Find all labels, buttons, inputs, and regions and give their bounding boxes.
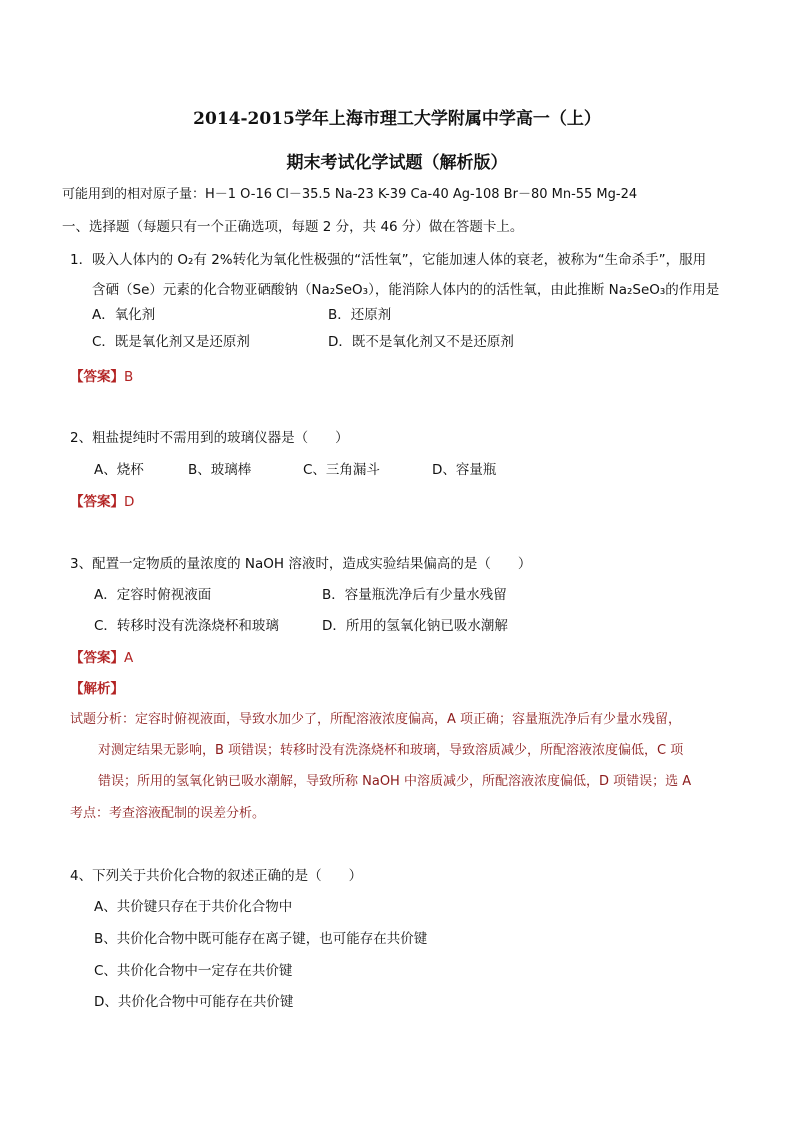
- answer-value: D: [124, 494, 135, 510]
- analysis-line-1: 试题分析：定容时俯视液面，导致水加少了，所配溶液浓度偏高，A 项正确；容量瓶洗净后有少量水残留，: [70, 712, 682, 727]
- analysis-tag: 【解析】: [70, 681, 124, 697]
- answer-value: B: [124, 369, 134, 385]
- question-2-option-c: C、三角漏斗: [303, 462, 380, 478]
- title-line-2: 期末考试化学试题（解析版）: [286, 153, 508, 173]
- answer-tag: 【答案】: [70, 650, 124, 666]
- question-3-option-d: D．所用的氢氧化钠已吸水潮解: [322, 618, 508, 634]
- question-2-option-a: A、烧杯: [94, 462, 144, 478]
- answer-value: A: [124, 650, 134, 666]
- answer-tag: 【答案】: [70, 369, 124, 385]
- kaodian-line: 考点：考查溶液配制的误差分析。: [70, 806, 266, 821]
- question-1-line-2: 含硒（Se）元素的化合物亚硒酸钠（Na₂SeO₃），能消除人体内的的活性氧，由此推断 Na₂SeO₃的作用是: [92, 282, 720, 298]
- question-2-option-d: D、容量瓶: [432, 462, 497, 478]
- question-3-stem: 3、配置一定物质的量浓度的 NaOH 溶液时，造成实验结果偏高的是（ ）: [70, 556, 532, 572]
- question-3-option-c: C．转移时没有洗涤烧杯和玻璃: [94, 618, 279, 634]
- answer-tag: 【答案】: [70, 494, 124, 510]
- question-2-answer: [70, 490, 134, 510]
- question-3-answer: [70, 646, 133, 666]
- question-3-option-b: B．容量瓶洗净后有少量水残留: [322, 587, 507, 603]
- question-1-option-a: A．氧化剂: [92, 307, 156, 323]
- question-1-option-b: B．还原剂: [328, 307, 392, 323]
- question-1-answer: [70, 365, 133, 385]
- question-4-option-b: B、共价化合物中既可能存在离子键，也可能存在共价键: [94, 931, 428, 947]
- question-4-stem: 4、下列关于共价化合物的叙述正确的是（ ）: [70, 868, 363, 884]
- question-1-option-d: D．既不是氧化剂又不是还原剂: [328, 334, 514, 350]
- title-line-1: 2014-2015学年上海市理工大学附属中学高一（上）: [193, 109, 601, 129]
- question-1-option-c: C．既是氧化剂又是还原剂: [92, 334, 250, 350]
- analysis-line-2: 对测定结果无影响，B 项错误；转移时没有洗涤烧杯和玻璃，导致溶质减少，所配溶液浓度偏低，C 项: [98, 743, 684, 758]
- question-4-option-c: C、共价化合物中一定存在共价键: [94, 963, 293, 979]
- question-1-line-1: 1．吸入人体内的 O₂有 2%转化为氧化性极强的“活性氧”，它能加速人体的衰老，被称为“生命杀手”，服用: [70, 252, 707, 268]
- question-2-option-b: B、玻璃棒: [188, 462, 252, 478]
- question-2-stem: 2、粗盐提纯时不需用到的玻璃仪器是（ ）: [70, 430, 349, 446]
- analysis-line-3: 错误；所用的氢氧化钠已吸水潮解，导致所称 NaOH 中溶质减少，所配溶液浓度偏低，D 项错误；选 A: [98, 774, 692, 789]
- atomic-masses: 可能用到的相对原子量：H－1 O-16 Cl－35.5 Na-23 K-39 Ca-40 Ag-108 Br－80 Mn-55 Mg-24: [62, 187, 638, 202]
- question-3-option-a: A．定容时俯视液面: [94, 587, 212, 603]
- question-4-option-d: D、共价化合物中可能存在共价键: [94, 994, 294, 1010]
- question-4-option-a: A、共价键只存在于共价化合物中: [94, 899, 293, 915]
- section-heading: 一、选择题（每题只有一个正确选项，每题 2 分，共 46 分）做在答题卡上。: [62, 219, 524, 235]
